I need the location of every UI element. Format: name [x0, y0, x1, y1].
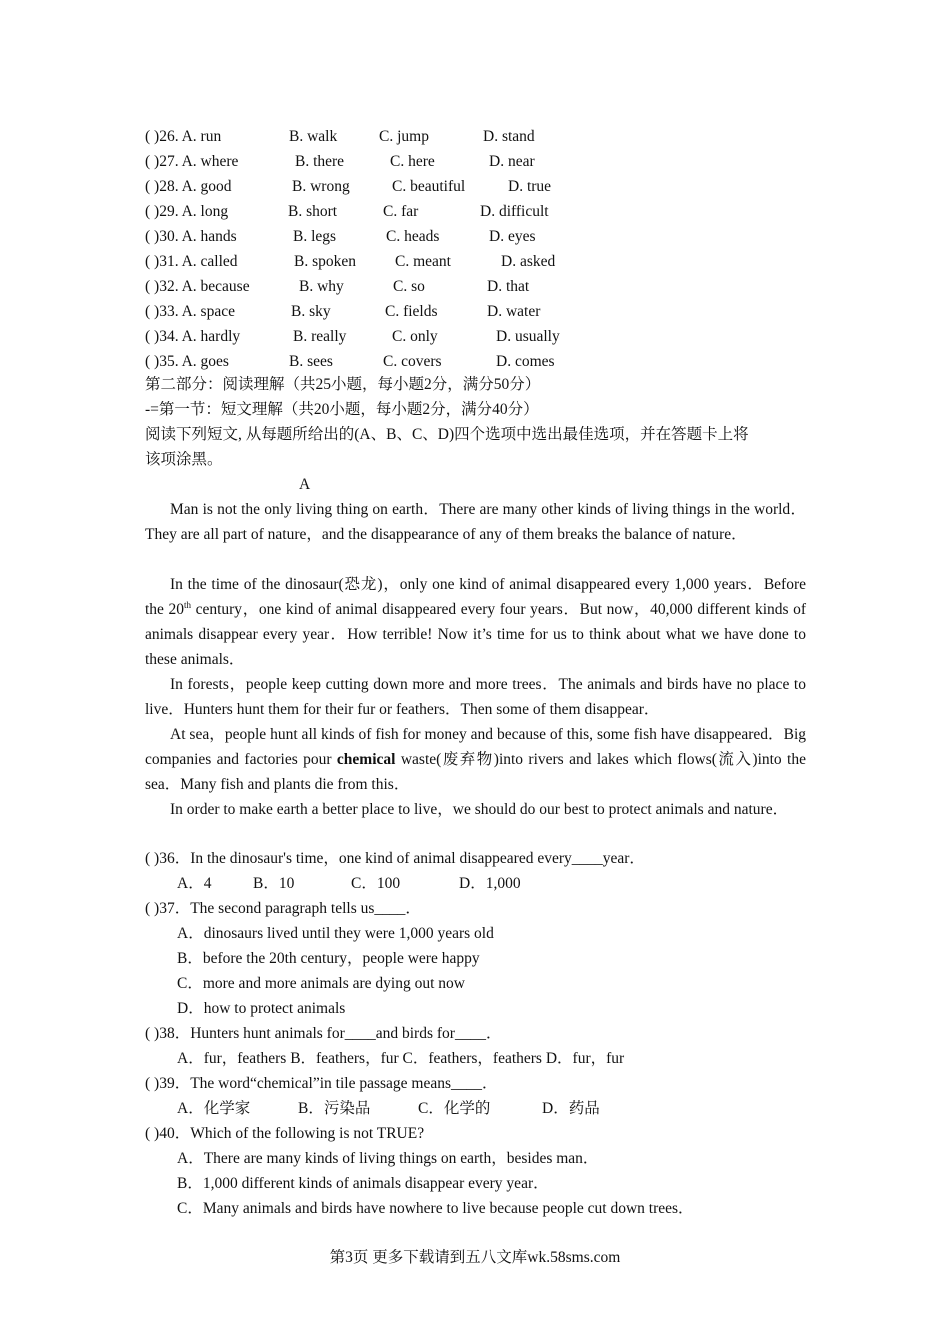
cloze-option-b: B. legs	[293, 228, 337, 245]
cloze-option-d: D. difficult	[480, 203, 549, 220]
cloze-option-d: D. asked	[501, 253, 556, 270]
instruction-line-2: 该项涂黑。	[145, 451, 223, 468]
q37-option-c: C．more and more animals are dying out now	[177, 975, 465, 992]
passage-paragraph-1: Man is not the only living thing on earth．There are many other kinds of living things in the world．They are all part of nature，and the disappearance of any of them breaks the balance of nature．	[145, 501, 806, 543]
cloze-option-c: C. jump	[379, 128, 429, 145]
question-38-stem: ( )38．Hunters hunt animals for____and birds for____．	[145, 1025, 502, 1042]
cloze-option-b: B. there	[295, 153, 345, 170]
q39-option-a: A．化学家	[177, 1100, 251, 1117]
passage-paragraph-4: At sea，people hunt all kinds of fish for money and because of this, some fish have disappeared．Big companies and factories pour chemical waste(废弃物)into rivers and lakes which flows(流入)into the sea．Many fish and plants die from this．	[145, 726, 806, 793]
passage-paragraph-5: In order to make earth a better place to live，we should do our best to protect animals and nature．	[170, 801, 789, 818]
cloze-option-a: ( )35. A. goes	[145, 353, 229, 370]
cloze-option-b: B. sky	[291, 303, 331, 320]
instruction-line-1: 阅读下列短文, 从每题所给出的(A、B、C、D)四个选项中选出最佳选项，并在答题卡上将	[145, 426, 749, 443]
q36-option-d: D．1,000	[459, 875, 521, 892]
cloze-option-a: ( )30. A. hands	[145, 228, 237, 245]
q38-options: A．fur，feathers B．feathers，fur C．feathers，feathers D．fur，fur	[177, 1050, 625, 1067]
passage-paragraph-3: In forests，people keep cutting down more and more trees．The animals and birds have no place to live．Hunters hunt them for their fur or feathers．Then some of them disappear．	[145, 676, 806, 718]
cloze-option-b: B. walk	[289, 128, 338, 145]
q37-option-d: D．how to protect animals	[177, 1000, 346, 1017]
cloze-option-b: B. short	[288, 203, 338, 220]
section1-heading: -=第一节：短文理解（共20小题，每小题2分，满分40分）	[145, 401, 539, 418]
cloze-option-a: ( )29. A. long	[145, 203, 229, 220]
question-36-stem: ( )36．In the dinosaur's time，one kind of animal disappeared every____year．	[145, 850, 645, 867]
cloze-option-a: ( )31. A. called	[145, 253, 238, 270]
cloze-option-c: C. fields	[385, 303, 438, 320]
cloze-option-d: D. that	[487, 278, 530, 295]
cloze-option-a: ( )26. A. run	[145, 128, 222, 145]
cloze-option-c: C. covers	[383, 353, 442, 370]
passage-paragraph-2: In the time of the dinosaur(恐龙)，only one kind of animal disappeared every 1,000 years．Before the 20th century，one kind of animal disappeared every four years．But now，40,000 different kinds of animals disappear every year．How terrible! Now it’s time for us to think about what we have done to these animals．	[145, 576, 807, 668]
cloze-option-a: ( )28. A. good	[145, 178, 232, 195]
cloze-option-a: ( )33. A. space	[145, 303, 235, 320]
cloze-option-c: C. meant	[395, 253, 451, 270]
cloze-option-c: C. so	[393, 278, 425, 295]
q39-option-d: D．药品	[542, 1100, 600, 1117]
cloze-option-c: C. heads	[386, 228, 440, 245]
cloze-option-d: D. comes	[496, 353, 555, 370]
q40-option-a: A．There are many kinds of living things on earth，besides man．	[177, 1150, 599, 1167]
cloze-option-c: C. here	[390, 153, 435, 170]
cloze-option-d: D. eyes	[489, 228, 536, 245]
cloze-option-a: ( )32. A. because	[145, 278, 250, 295]
cloze-option-a: ( )27. A. where	[145, 153, 239, 170]
q37-option-a: A．dinosaurs lived until they were 1,000 years old	[177, 925, 494, 942]
part2-heading: 第二部分：阅读理解（共25小题，每小题2分，满分50分）	[145, 376, 541, 393]
cloze-option-b: B. really	[293, 328, 347, 345]
cloze-option-d: D. usually	[496, 328, 560, 345]
cloze-option-b: B. why	[299, 278, 344, 295]
q39-option-c: C．化学的	[418, 1100, 491, 1117]
q40-option-b: B．1,000 different kinds of animals disappear every year．	[177, 1175, 549, 1192]
q37-option-b: B．before the 20th century，people were happy	[177, 950, 480, 967]
page-footer: 第3页 更多下载请到五八文库wk.58sms.com	[329, 1249, 621, 1266]
cloze-option-b: B. sees	[289, 353, 333, 370]
q36-option-b: B．10	[253, 875, 295, 892]
cloze-option-d: D. near	[489, 153, 535, 170]
cloze-option-d: D. stand	[483, 128, 535, 145]
cloze-option-c: C. only	[392, 328, 438, 345]
q36-option-c: C．100	[351, 875, 401, 892]
cloze-option-c: C. beautiful	[392, 178, 466, 195]
cloze-option-c: C. far	[383, 203, 419, 220]
cloze-option-d: D. true	[508, 178, 552, 195]
question-40-stem: ( )40．Which of the following is not TRUE?	[145, 1125, 425, 1142]
cloze-option-b: B. spoken	[294, 253, 356, 270]
q36-option-a: A．4	[177, 875, 212, 892]
q39-option-b: B．污染品	[298, 1100, 371, 1117]
cloze-option-d: D. water	[487, 303, 541, 320]
question-37-stem: ( )37．The second paragraph tells us____．	[145, 900, 421, 917]
cloze-option-b: B. wrong	[292, 178, 350, 195]
cloze-option-a: ( )34. A. hardly	[145, 328, 241, 345]
question-39-stem: ( )39．The word“chemical”in tile passage means____．	[145, 1075, 498, 1092]
chemical-bold-word: chemical	[336, 751, 396, 768]
passage-label: A	[299, 476, 311, 493]
q40-option-c: C．Many animals and birds have nowhere to live because people cut down trees．	[177, 1200, 694, 1217]
